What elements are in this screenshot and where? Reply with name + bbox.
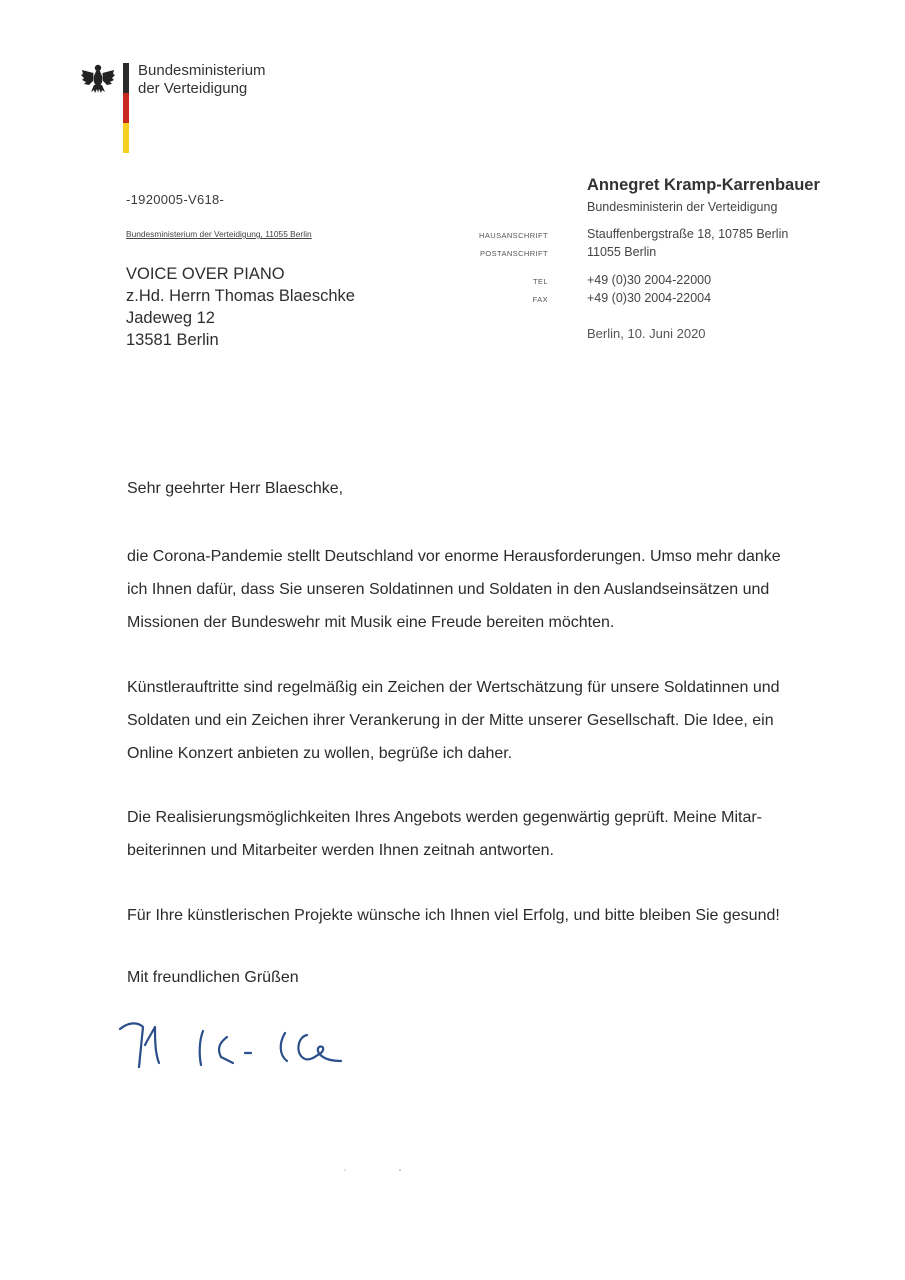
recipient-line: z.Hd. Herrn Thomas Blaeschke (126, 287, 355, 305)
flag-stripe-red (123, 93, 129, 123)
paragraph-2 (127, 671, 827, 770)
paragraph-1 (127, 540, 827, 639)
paragraph-4 (127, 899, 827, 932)
value-hausanschrift: Stauffenbergstraße 18, 10785 Berlin (587, 227, 789, 241)
ministry-name-line2: der Verteidigung (138, 80, 248, 97)
paragraph-3 (127, 801, 827, 867)
paragraph-line: Künstlerauftritte sind regelmäßig ein Zeichen der Wertschätzung für unsere Soldatinnen und (127, 679, 780, 696)
recipient-line: Jadeweg 12 (126, 309, 215, 327)
value-fax: +49 (0)30 2004-22004 (587, 291, 712, 305)
handwritten-signature-icon (115, 1015, 360, 1075)
paragraph-line: Missionen der Bundeswehr mit Musik eine Freude bereiten möchten. (127, 614, 615, 631)
closing-phrase: Mit freundlichen Grüßen (127, 969, 299, 986)
flag-stripe-gold (123, 123, 129, 153)
german-flag-bar (123, 63, 129, 153)
sender-name: Annegret Kramp-Karrenbauer (587, 176, 820, 194)
sender-title: Bundesministerin der Verteidigung (587, 200, 778, 214)
label-fax: FAX (532, 295, 548, 304)
ministry-name (138, 62, 266, 98)
ministry-name-line1: Bundesministerium (138, 62, 266, 79)
value-tel: +49 (0)30 2004-22000 (587, 273, 712, 287)
paragraph-line: ich Ihnen dafür, dass Sie unseren Soldatinnen und Soldaten in den Auslandseinsätzen und (127, 581, 770, 598)
sender-return-address: Bundesministerium der Verteidigung, 11055 Berlin (126, 229, 312, 239)
label-postanschrift: POSTANSCHRIFT (480, 249, 548, 258)
value-postanschrift: 11055 Berlin (587, 245, 657, 259)
flag-stripe-black (123, 63, 129, 93)
paragraph-line: Online Konzert anbieten zu wollen, begrüße ich daher. (127, 745, 513, 762)
federal-eagle-icon (80, 62, 116, 98)
paragraph-line: Die Realisierungsmöglichkeiten Ihres Angebots werden gegenwärtig geprüft. Meine Mitar- (127, 809, 762, 826)
paragraph-line: die Corona-Pandemie stellt Deutschland vor enorme Herausforderungen. Umso mehr danke (127, 548, 781, 565)
paragraph-line: Für Ihre künstlerischen Projekte wünsche ich Ihnen viel Erfolg, und bitte bleiben Sie gesund! (127, 907, 780, 924)
label-hausanschrift: HAUSANSCHRIFT (479, 231, 548, 240)
scan-specks (340, 1160, 420, 1166)
recipient-line: VOICE OVER PIANO (126, 265, 285, 283)
paragraph-line: Soldaten und ein Zeichen ihrer Verankerung in der Mitte unserer Gesellschaft. Die Idee, ein (127, 712, 774, 729)
paragraph-line: beiterinnen und Mitarbeiter werden Ihnen zeitnah antworten. (127, 842, 554, 859)
salutation: Sehr geehrter Herr Blaeschke, (127, 480, 344, 497)
recipient-address (126, 263, 355, 351)
label-tel: TEL (533, 277, 548, 286)
recipient-line: 13581 Berlin (126, 331, 219, 349)
reference-number: -1920005-V618- (126, 192, 225, 207)
letter-date: Berlin, 10. Juni 2020 (587, 326, 706, 341)
